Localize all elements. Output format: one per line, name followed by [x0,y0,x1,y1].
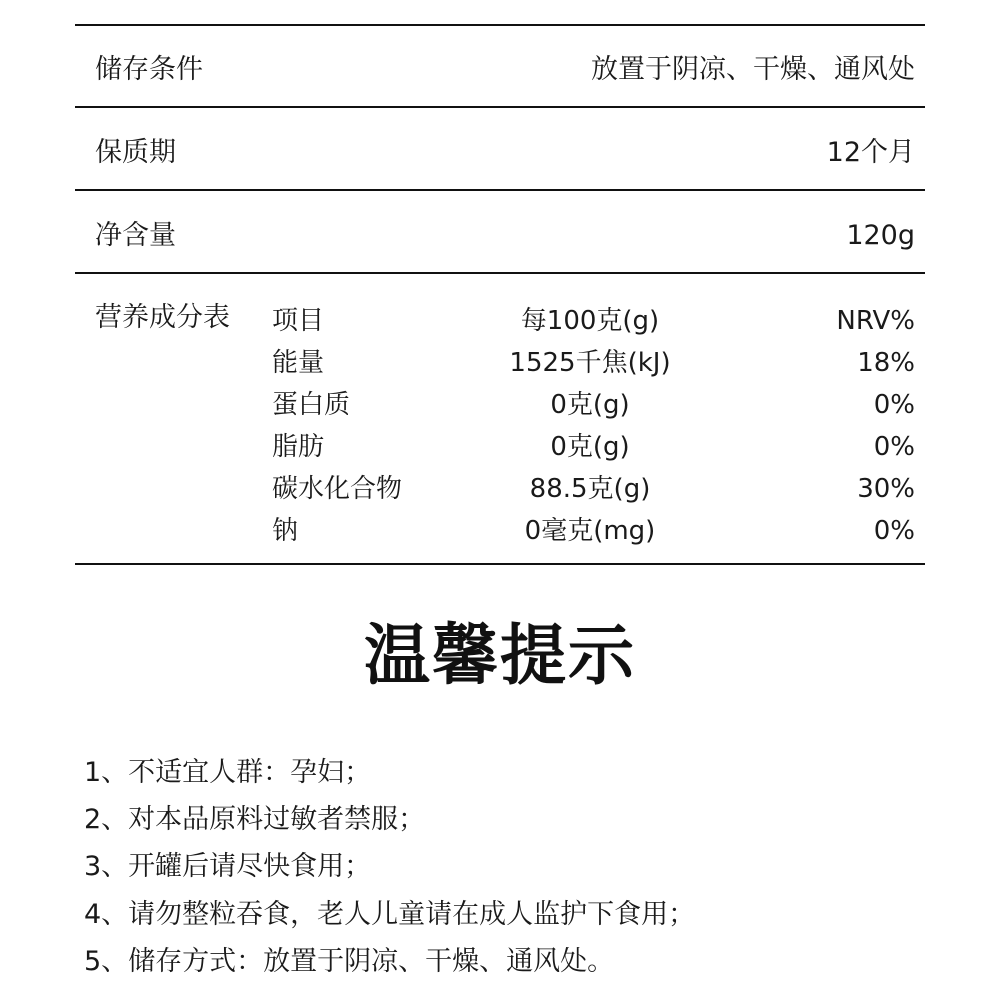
tip-item: 4、请勿整粒吞食，老人儿童请在成人监护下食用； [84,899,696,930]
nutrition-label: 营养成分表 [95,302,230,333]
nutrient-nrv: 0% [873,390,915,420]
header-nrv: NRV% [836,306,915,336]
nutrient-amount: 88.5克(g) [529,474,651,504]
nutrient-nrv: 0% [873,432,915,462]
nutrient-nrv: 0% [873,516,915,546]
nutrient-name: 钠 [272,516,299,546]
nutrient-name: 蛋白质 [272,390,351,420]
spec-value: 放置于阴凉、干燥、通风处 [591,54,915,85]
nutrient-amount: 0克(g) [550,390,630,420]
table-top-rule [75,24,925,26]
tip-item: 5、储存方式：放置于阴凉、干燥、通风处。 [84,946,615,977]
spec-value: 12个月 [826,137,915,168]
header-per-100g: 每100克(g) [520,306,660,336]
tip-item: 2、对本品原料过敏者禁服； [84,804,426,835]
nutrient-amount: 0克(g) [550,432,630,462]
nutrient-nrv: 18% [857,348,915,378]
spec-value: 120g [846,220,915,251]
nutrient-name: 碳水化合物 [272,474,403,504]
nutrient-amount: 0毫克(mg) [524,516,656,546]
spec-label: 净含量 [95,220,176,251]
table-row-divider [75,106,925,108]
spec-label: 保质期 [95,137,176,168]
table-bottom-rule [75,563,925,565]
nutrient-amount: 1525千焦(kJ) [509,348,671,378]
spec-label: 储存条件 [95,54,203,85]
nutrient-nrv: 30% [857,474,915,504]
tips-title: 温馨提示 [364,617,636,694]
table-row-divider [75,272,925,274]
table-row-divider [75,189,925,191]
tip-item: 1、不适宜人群：孕妇； [84,757,372,788]
nutrient-name: 脂肪 [272,432,325,462]
header-item: 项目 [272,306,325,336]
tip-item: 3、开罐后请尽快食用； [84,851,372,882]
nutrient-name: 能量 [272,348,325,378]
